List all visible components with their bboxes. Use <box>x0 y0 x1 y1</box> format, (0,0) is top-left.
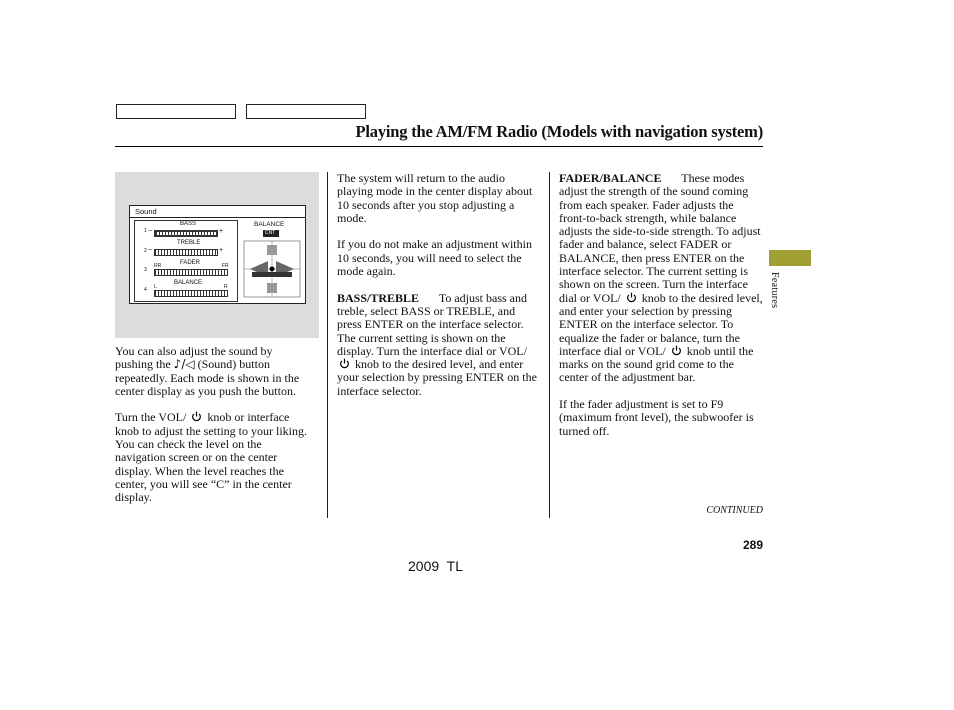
treble-bar <box>154 249 218 256</box>
sound-screen <box>129 205 306 304</box>
balance-tag-text: CNT <box>265 230 276 236</box>
speaker-grid <box>242 239 302 299</box>
power-icon <box>671 345 682 356</box>
col3-p1-text-a: These modes adjust the strength of the sound coming from each speaker. Fader adjusts the front-to-back strength, while balance adjusts the side-to-side strength. To adjust fader and balance, select FADER or BALANCE, then press ENTER on the interface selector. The current setting is shown on the screen. Turn the interface dial or VOL/ <box>559 171 761 305</box>
treble-label: TREBLE <box>177 240 201 246</box>
column-divider-2 <box>549 172 550 518</box>
side-number: 1 <box>144 228 147 234</box>
column-divider-1 <box>327 172 328 518</box>
balance-bar <box>154 290 228 297</box>
bass-treble-heading: BASS/TREBLE <box>337 290 420 305</box>
fader-label: FADER <box>180 260 201 266</box>
column-1 <box>115 345 312 518</box>
col1-paragraph-2 <box>115 411 312 504</box>
column-3 <box>559 172 763 451</box>
power-icon <box>339 358 350 369</box>
col2-paragraph-2: If you do not make an adjustment within 10 seconds, you will need to select the mode again. <box>337 237 532 279</box>
bass-plus: + <box>219 228 224 235</box>
fader-bar <box>154 269 228 276</box>
balance-tag <box>263 230 279 237</box>
col2-paragraph-3 <box>337 292 539 398</box>
treble-minus: − <box>148 247 153 254</box>
col2-p3-text-a: To adjust bass and treble, select BASS or TREBLE, and press ENTER on the interface selector. The current setting is shown on the display. Turn the interface dial or VOL/ <box>337 290 527 358</box>
sound-button-icon: ♪/◁ <box>173 357 195 372</box>
balance-right-label: R <box>224 284 228 290</box>
side-number: 2 <box>144 248 147 254</box>
bass-minus: − <box>148 228 153 235</box>
bass-bar <box>154 230 218 237</box>
speaker-grid-graphic <box>242 239 302 299</box>
balance-left-label: L <box>154 284 157 290</box>
sound-screen-figure <box>115 172 319 338</box>
header-tab-box-1 <box>116 104 236 119</box>
screen-title-rule <box>130 217 305 218</box>
model-year-label: 2009 TL <box>408 558 464 574</box>
col2-paragraph-1: The system will return to the audio playing mode in the center display about 10 seconds after you stop adjusting a mode. <box>337 171 533 225</box>
side-number: 3 <box>144 267 147 273</box>
balance-label: BALANCE <box>174 280 203 286</box>
bass-label: BASS <box>180 221 197 227</box>
col1-paragraph-1 <box>115 345 312 398</box>
page-title: Playing the AM/FM Radio (Models with navigation system) <box>355 122 763 141</box>
column-2 <box>337 172 539 411</box>
fader-right-label: FR <box>222 263 229 269</box>
col1-p1-text-b: (Sound) button repeatedly. Each mode is shown in the center display as you push the button. <box>115 357 300 398</box>
col3-paragraph-1 <box>559 172 763 385</box>
col2-p3-text-b: knob to the desired level, and enter your selection by pressing ENTER on the interface selector. <box>337 357 537 398</box>
section-side-tab <box>769 250 811 266</box>
title-rule <box>115 146 763 147</box>
fader-left-label: RR <box>154 263 162 269</box>
page-number: 289 <box>742 538 763 552</box>
col1-p2-text-b: knob or interface knob to adjust the setting to your liking. You can check the level on the navigation screen or on the center display. When the level reaches the center, you will see “C” in the center display. <box>115 410 307 505</box>
power-icon <box>191 411 202 422</box>
section-side-label: Features <box>769 272 780 309</box>
col1-p2-text-a: Turn the VOL/ <box>115 410 187 425</box>
col3-paragraph-2: If the fader adjustment is set to F9 (maximum front level), the subwoofer is turned off. <box>559 397 754 438</box>
col1-p1-text-a: You can also adjust the sound by pushing the <box>115 344 273 372</box>
continued-label: CONTINUED <box>706 505 763 516</box>
treble-plus: + <box>219 247 224 254</box>
power-icon <box>626 292 637 303</box>
header-tab-box-2 <box>246 104 366 119</box>
col3-p1-text-b: knob to the desired level, and enter your selection by pressing ENTER on the interface selector. To equalize the fader or balance, turn the interface dial or VOL/ <box>559 290 763 358</box>
col3-p1-text-c: knob until the marks on the sound grid come to the center of the adjustment bar. <box>559 343 754 385</box>
side-number: 4 <box>144 287 147 293</box>
balance-panel-label: BALANCE <box>254 221 285 228</box>
screen-title: Sound <box>135 207 157 216</box>
fader-balance-heading: FADER/BALANCE <box>559 171 662 185</box>
